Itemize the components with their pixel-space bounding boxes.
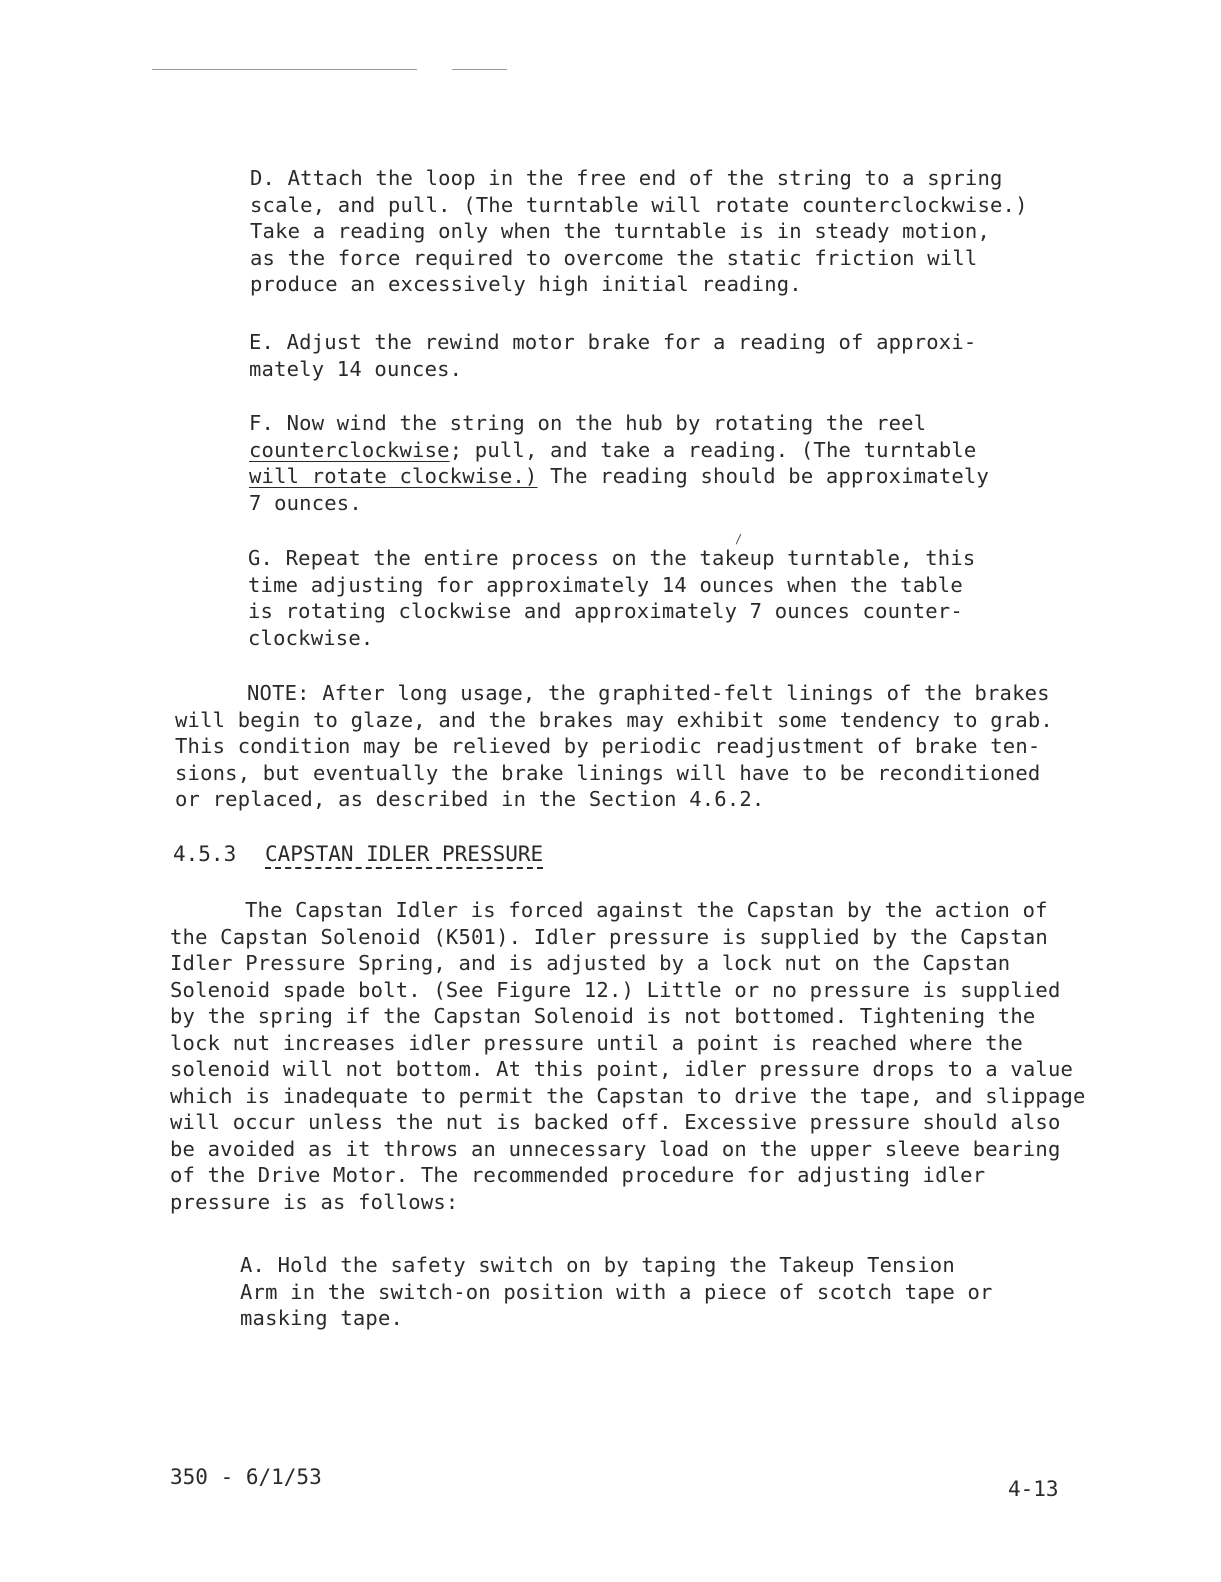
step-e-line: mately 14 ounces. bbox=[249, 356, 463, 381]
capstan-body bbox=[170, 897, 1086, 1215]
page-number: 4-13 bbox=[1008, 1477, 1059, 1501]
underlined-text: will rotate clockwise.) bbox=[249, 464, 538, 488]
step-d-line: scale, and pull. (The turntable will rotate counterclockwise.) bbox=[250, 192, 1028, 217]
body-line: of the Drive Motor. The recommended procedure for adjusting idler bbox=[170, 1163, 986, 1187]
note-line: will begin to glaze, and the brakes may exhibit some tendency to grab. bbox=[175, 707, 1053, 732]
note-line: NOTE: After long usage, the graphited-felt linings of the brakes bbox=[247, 681, 1050, 705]
step-a-line: A. Hold the safety switch on by taping the Takeup Tension bbox=[240, 1253, 955, 1277]
document-date: 350 - 6/1/53 bbox=[170, 1465, 322, 1489]
section-title: CAPSTAN IDLER PRESSURE bbox=[265, 842, 544, 866]
top-rule-short bbox=[452, 69, 507, 70]
step-f-text: The reading should be approximately bbox=[537, 464, 989, 488]
step-g-line: time adjusting for approximately 14 ounces when the table bbox=[248, 572, 963, 597]
body-line: the Capstan Solenoid (K501). Idler pressure is supplied by the Capstan bbox=[170, 924, 1048, 949]
step-d-line: produce an excessively high initial reading. bbox=[250, 272, 802, 296]
step-a bbox=[240, 1252, 993, 1332]
step-d-line: Take a reading only when the turntable is in steady motion, bbox=[250, 219, 990, 243]
step-e bbox=[249, 329, 989, 382]
step-f-text: ; pull, and take a reading. (The turntable bbox=[449, 437, 977, 462]
step-f-line bbox=[249, 437, 989, 464]
underlined-text: counterclockwise bbox=[249, 437, 450, 462]
step-f-line bbox=[249, 463, 989, 490]
step-f bbox=[249, 410, 989, 516]
body-line: will occur unless the nut is backed off. Excessive pressure should also bbox=[170, 1110, 1061, 1134]
body-line: by the spring if the Capstan Solenoid is not bottomed. Tightening the bbox=[170, 1004, 1036, 1028]
step-e-line: E. Adjust the rewind motor brake for a reading of approxi- bbox=[249, 330, 977, 354]
step-a-line: masking tape. bbox=[240, 1306, 404, 1330]
pencil-mark-icon: / bbox=[735, 532, 743, 546]
step-d-line: D. Attach the loop in the free end of the string to a spring bbox=[250, 166, 1003, 190]
body-line: lock nut increases idler pressure until a point is reached where the bbox=[170, 1030, 1023, 1055]
section-heading bbox=[173, 840, 543, 868]
body-line: solenoid will not bottom. At this point, idler pressure drops to a value bbox=[170, 1057, 1074, 1081]
step-d-line: as the force required to overcome the static friction will bbox=[250, 245, 978, 270]
step-g-line: clockwise. bbox=[248, 625, 374, 650]
step-f-line: 7 ounces. bbox=[249, 490, 362, 515]
body-line: which is inadequate to permit the Capstan to drive the tape, and slippage bbox=[170, 1083, 1086, 1108]
note-line: This condition may be relieved by periodic readjustment of brake ten- bbox=[175, 734, 1041, 758]
body-line: Solenoid spade bolt. (See Figure 12.) Little or no pressure is supplied bbox=[170, 977, 1061, 1002]
body-line: Idler Pressure Spring, and is adjusted by a lock nut on the Capstan bbox=[170, 951, 1011, 975]
body-line: be avoided as it throws an unnecessary load on the upper sleeve bearing bbox=[170, 1136, 1061, 1161]
note-line: sions, but eventually the brake linings will have to be reconditioned bbox=[175, 760, 1041, 785]
body-line: pressure is as follows: bbox=[170, 1189, 459, 1214]
note-line: or replaced, as described in the Section 4.6.2. bbox=[175, 787, 765, 811]
note-paragraph bbox=[175, 680, 1053, 813]
step-d bbox=[250, 165, 1028, 298]
step-a-line: Arm in the switch-on position with a piece of scotch tape or bbox=[240, 1279, 993, 1304]
section-number: 4.5.3 bbox=[173, 842, 237, 866]
step-f-line: F. Now wind the string on the hub by rotating the reel bbox=[249, 411, 927, 435]
step-g-line: G. Repeat the entire process on the takeup turntable, this bbox=[248, 546, 976, 570]
body-line: The Capstan Idler is forced against the Capstan by the action of bbox=[245, 898, 1048, 922]
top-rule-long bbox=[152, 69, 417, 70]
step-g-line: is rotating clockwise and approximately 7 ounces counter- bbox=[248, 599, 963, 623]
step-g bbox=[248, 545, 988, 651]
